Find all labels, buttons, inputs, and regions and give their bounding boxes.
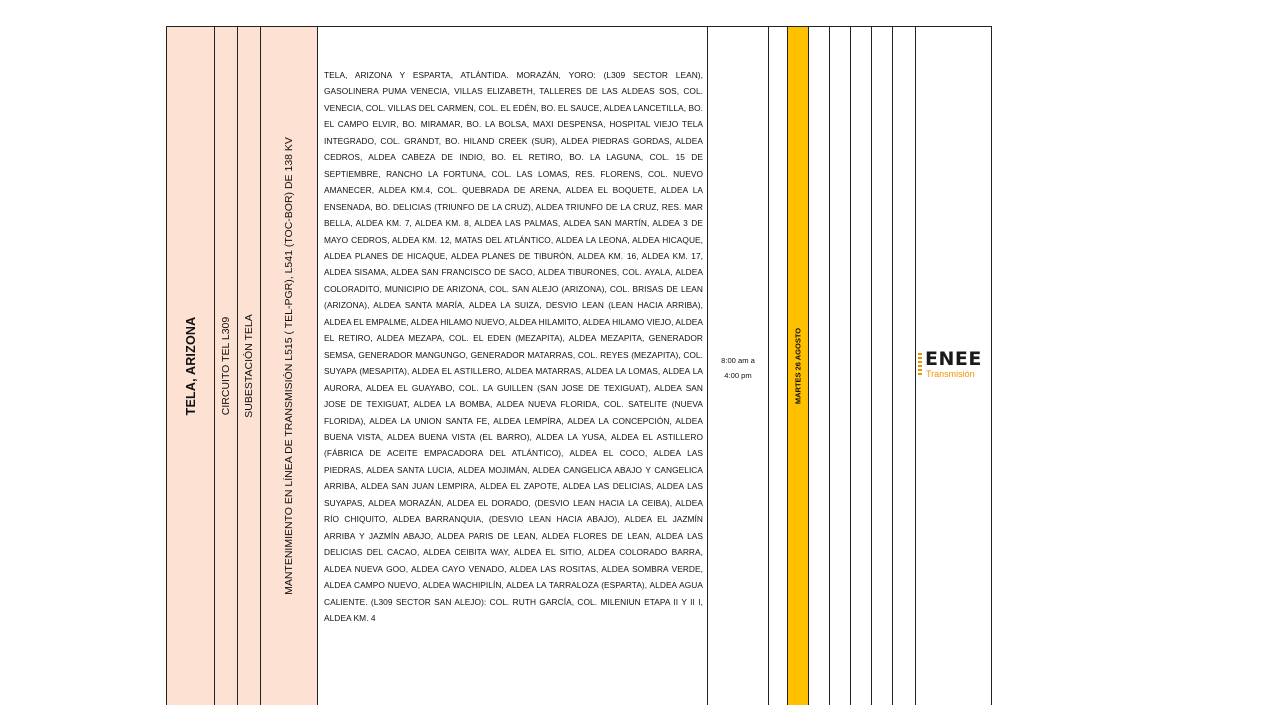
empty-cell [850, 27, 871, 705]
enee-logo [918, 350, 998, 382]
schedule-text [708, 353, 768, 383]
date-cell [787, 27, 808, 705]
logo-subtitle: Transmisión [926, 369, 975, 379]
empty-cell [871, 27, 892, 705]
work-description-cell [260, 27, 317, 705]
work-description-label: MANTENIMIENTO EN LÍNEA DE TRANSMISIÓN L515 ( TEL-PGR), L541 (TOC-BOR) DE 138 KV [283, 137, 295, 595]
time-start: 8:00 am a [721, 356, 755, 365]
enee-mark-icon [918, 353, 922, 377]
substation-label: SUBESTACIÓN TELA [243, 314, 255, 418]
empty-cell [768, 27, 787, 705]
region-label: TELA, ARIZONA [183, 316, 198, 416]
circuit-cell [214, 27, 237, 705]
outage-schedule-table [166, 26, 992, 705]
schedule-cell [707, 27, 768, 705]
substation-cell [237, 27, 260, 705]
affected-sectors-cell [317, 27, 707, 705]
affected-sectors-text: TELA, ARIZONA Y ESPARTA, ATLÁNTIDA. MORAZÁN, YORO: (L309 SECTOR LEAN), GASOLINERA PUMA VENECIA, VILLAS ELIZABETH, TALLERES DE LAS ALDEAS SOS, COL. VENECIA, COL. VILLAS DEL CARMEN, COL. EL EDÉN, BO. EL SAUCE, ALDEA LANCETILLA, BO. EL CAMPO ELVIR, BO. MIRAMAR, BO. LA BOLSA, MAXI DESPENSA, HOSPITAL VIEJO TELA INTEGRADO, COL. GRANDT, BO. HILAND CREEK (SUR), ALDEA PIEDRAS GORDAS, ALDEA CEDROS, ALDEA CABEZA DE INDIO, BO. EL RETIRO, BO. LA LAGUNA, COL. 15 DE SEPTIEMBRE, RANCHO LA FORTUNA, COL. LAS LOMAS, RES. FLORENS, COL. NUEVO AMANECER, ALDEA KM.4, COL. QUEBRADA DE ARENA, ALDEA EL BOQUETE, ALDEA LA ENSENADA, BO. DELICIAS (TRIUNFO DE LA CRUZ), ALDEA TRIUNFO DE LA CRUZ, RES. MAR BELLA, ALDEA KM. 7, ALDEA KM. 8, ALDEA LAS PALMAS, ALDEA SAN MARTÍN, ALDEA 3 DE MAYO CEDROS, ALDEA KM. 12, MATAS DEL ATLÁNTICO, ALDEA LA LEONA, ALDEA HICAQUE, ALDEA PLANES DE HICAQUE, ALDEA PLANES DE TIBURÓN, ALDEA KM. 16, ALDEA KM. 17, ALDEA SISAMA, ALDEA SAN FRANCISCO DE SACO, ALDEA TIBURONES, COL. AYALA, ALDEA COLORADITO, MUNICIPIO DE ARIZONA, COL. SAN ALEJO (ARIZONA), COL. BRISAS DE LEAN (ARIZONA), ALDEA SANTA MARÍA, ALDEA LA SUIZA, DESVIO LEAN (LEAN HACIA ARRIBA), ALDEA EL EMPALME, ALDEA HILAMO NUEVO, ALDEA HILAMITO, ALDEA HILAMO VIEJO, ALDEA EL RETIRO, ALDEA MEZAPA, COL. EL EDEN (MEZAPITA), ALDEA MEZAPITA, GENERADOR SEMSA, GENERADOR MANGUNGO, GENERADOR MATARRAS, COL. REYES (MEZAPITA), COL. SUYAPA (MESAPITA), ALDEA EL ASTILLERO, ALDEA MATARRAS, ALDEA LA LOMAS, ALDEA LA AURORA, ALDEA EL GUAYABO, COL. LA GUILLEN (SAN JOSE DE TEXIGUAT), ALDEA SAN JOSE DE TEXIGUAT, ALDEA LA BOMBA, ALDEA NUEVA FLORIDA, COL. SATELITE (NUEVA FLORIDA), ALDEA LA UNION SANTA FE, ALDEA LEMPÍRA, ALDEA LA CONCEPCIÓN, ALDEA BUENA VISTA, ALDEA BUENA VISTA (EL BARRO), ALDEA LA YUSA, ALDEA EL ASTILLERO (FÁBRICA DE ACEITE EMPACADORA DEL ATLÁNTICO), ALDEA EL COCO, ALDEA LAS PIEDRAS, ALDEA SANTA LUCIA, ALDEA MOJIMÁN, ALDEA CANGELICA ABAJO Y CANGELICA ARRIBA, ALDEA SAN JUAN LEMPIRA, ALDEA EL ZAPOTE, ALDEA LAS DELICIAS, ALDEA LAS SUYAPAS, ALDEA MORAZÁN, ALDEA EL DORADO, (DESVIO LEAN HACIA LA CEIBA), ALDEA RÍO CHIQUITO, ALDEA BARRANQUIA, (DESVIO LEAN HACIA ABAJO), ALDEA EL JAZMÍN ARRIBA Y JAZMÍN ABAJO, ALDEA PARIS DE LEAN, ALDEA FLORES DE LEAN, ALDEA LAS DELICIAS DEL CACAO, ALDEA CEIBITA WAY, ALDEA EL SITIO, ALDEA COLORADO BARRA, ALDEA NUEVA GOO, ALDEA CAYO VENADO, ALDEA LAS ROSITAS, ALDEA SOMBRA VERDE, ALDEA CAMPO NUEVO, ALDEA WACHIPILÍN, ALDEA LA TARRALOZA (ESPARTA), ALDEA AGUA CALIENTE. (L309 SECTOR SAN ALEJO): COL. RUTH GARCÍA, COL. MILENIUN ETAPA II Y II I, ALDEA KM. 4 [324, 70, 703, 623]
circuit-label: CIRCUITO TEL L309 [220, 316, 232, 416]
empty-cell [892, 27, 915, 705]
empty-cell [808, 27, 829, 705]
logo-brand: ENEE [925, 348, 982, 370]
date-label: MARTES 26 AGOSTO [793, 327, 803, 405]
time-end: 4:00 pm [724, 371, 752, 380]
region-cell [166, 27, 214, 705]
empty-cell [829, 27, 850, 705]
